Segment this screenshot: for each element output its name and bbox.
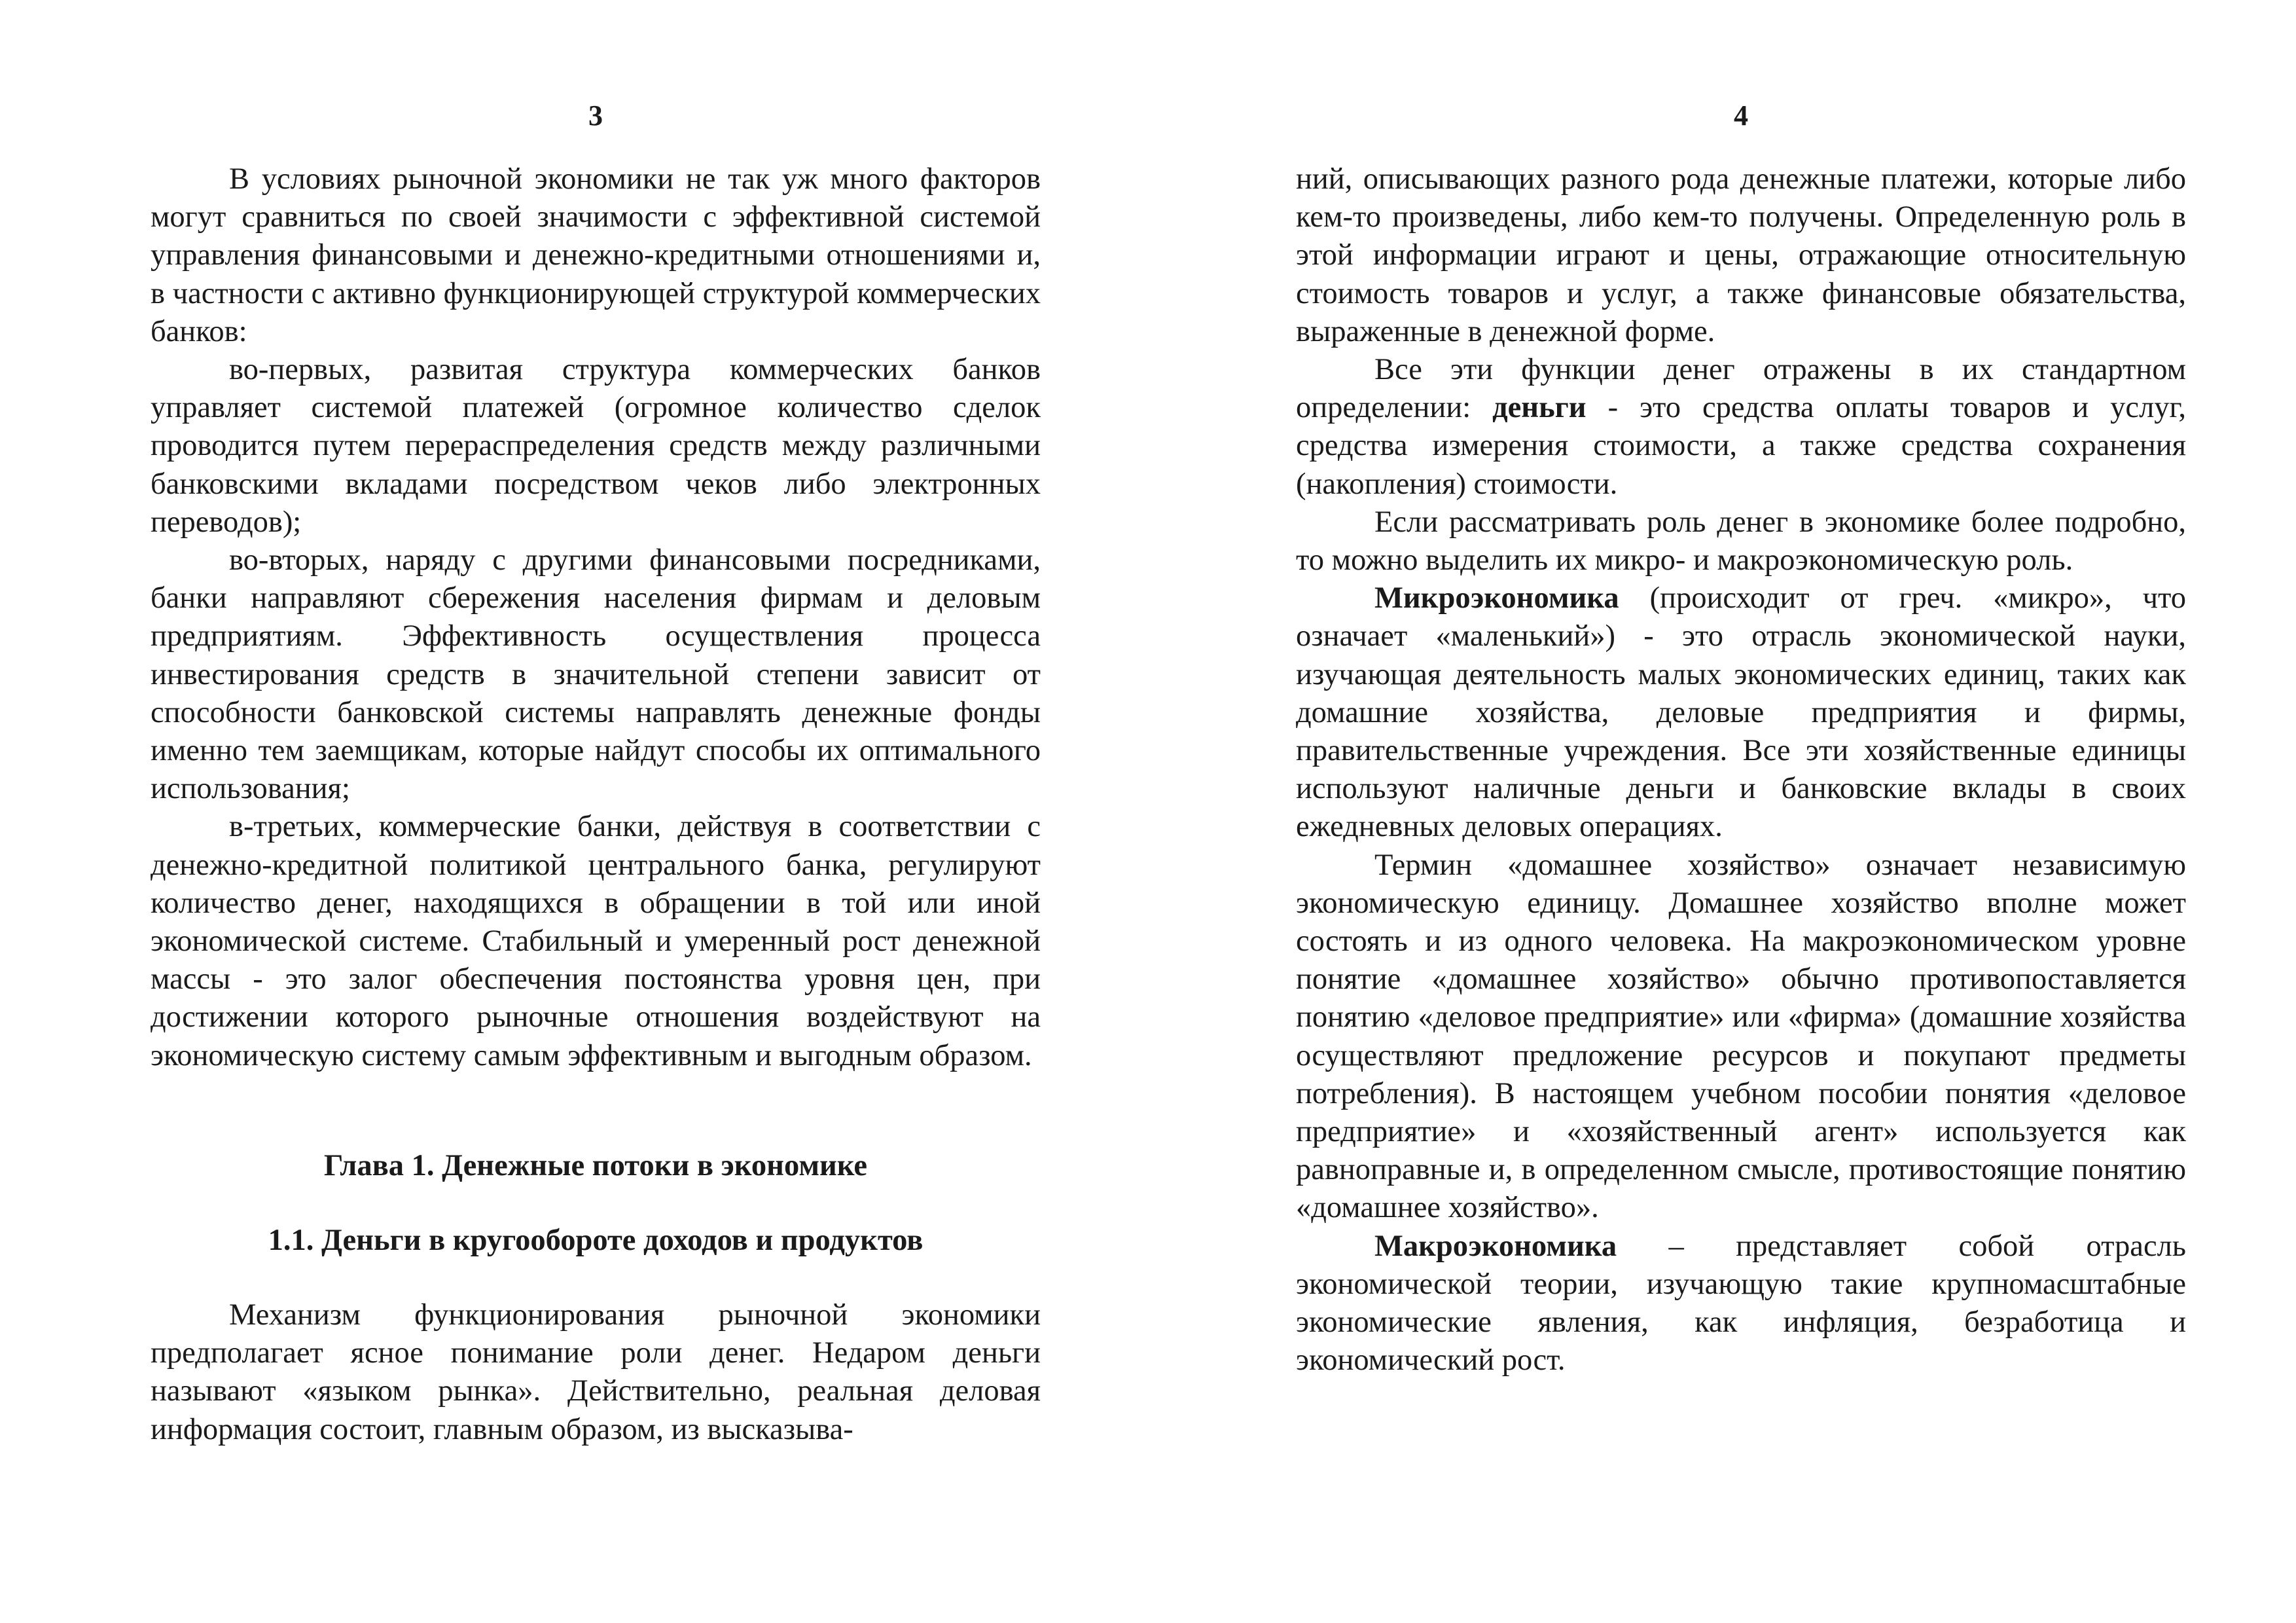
term-microeconomics: Микроэкономика <box>1374 581 1619 615</box>
money-definition-paragraph <box>1296 351 2186 503</box>
section-paragraph: Механизм функционирования рыночной экономики предполагает ясное понимание роли денег. Недаром деньги называют «языком рынка». Действительно, реальная деловая информация состоит, главным образом, из высказыва- <box>151 1298 1041 1446</box>
term-money: деньги <box>1492 391 1587 425</box>
second-point-paragraph: во-вторых, наряду с другими финансовыми посредниками, банки направляют сбережения населения фирмам и деловым предприятиям. Эффективность осуществления процесса инвестирования средств в значительной степени зависит от способности банковской системы направлять денежные фонды именно тем заемщикам, которые найдут способы их оптимального использования; <box>151 543 1041 806</box>
page-number-left: 3 <box>588 100 603 132</box>
section-heading: 1.1. Деньги в кругообороте доходов и продуктов <box>268 1224 924 1257</box>
term-macroeconomics: Макроэкономика <box>1374 1229 1617 1263</box>
macroeconomics-definition: – представляет собой отрасль экономической теории, изучающую такие крупномасштабные экономические явления, как инфляция, безработица и экономический рост. <box>1296 1229 2186 1377</box>
first-point-paragraph: во-первых, развитая структура коммерческих банков управляет системой платежей (огромное количество сделок проводится путем перераспределения средств между различными банковскими вкладами посредством чеков либо электронных переводов); <box>151 353 1041 539</box>
macroeconomics-paragraph <box>1296 1228 2186 1380</box>
page-number-right: 4 <box>1734 100 1748 132</box>
continuation-paragraph: ний, описывающих разного рода денежные платежи, которые либо кем-то произведены, либо кем-то получены. Определенную роль в этой информации играют и цены, отражающие относительную стоимость товаров и услуг, а также финансовые обязательства, выраженные в денежной форме. <box>1296 162 2186 348</box>
intro-paragraph: В условиях рыночной экономики не так уж много факторов могут сравниться по своей значимости с эффективной системой управления финансовыми и денежно-кредитными отношениями и, в частности с активно функционирующей структурой коммерческих банков: <box>151 162 1041 348</box>
money-definition-lead: Все эти функции денег отражены в их стандартном определении: <box>1296 353 2186 425</box>
left-intro-text <box>151 160 1041 1075</box>
microeconomics-definition: (происходит от греч. «микро», что означает «маленький») - это отрасль экономической науки, изучающая деятельность малых экономических единиц, таких как домашние хозяйства, деловые предприятия и фирмы, правительственные учреждения. Все эти хозяйственные единицы используют наличные деньги и банковские вклады в своих ежедневных деловых операциях. <box>1296 581 2186 844</box>
chapter-heading: Глава 1. Денежные потоки в экономике <box>323 1149 868 1182</box>
third-point-paragraph: в-третьих, коммерческие банки, действуя в соответствии с денежно-кредитной политикой центрального банка, регулируют количество денег, находящихся в обращении в той или иной экономической системе. Стабильный и умеренный рост денежной массы - это залог обеспечения постоянства уровня цен, при достижении которого рыночные отношения воздействуют на экономическую систему самым эффективным и выгодным образом. <box>151 810 1041 1072</box>
household-paragraph: Термин «домашнее хозяйство» означает независимую экономическую единицу. Домашнее хозяйство вполне может состоять и из одного человека. На макроэкономическом уровне понятие «домашнее хозяйство» обычно противопоставляется понятию «деловое предприятие» или «фирма» (домашние хозяйства осуществляют предложение ресурсов и покупают предметы потребления). В настоящем учебном пособии понятия «деловое предприятие» и «хозяйственный агент» используется как равноправные и, в определенном смысле, противостоящие понятию «домашнее хозяйство». <box>1296 848 2186 1225</box>
right-page-text <box>1296 160 2186 1380</box>
money-role-paragraph: Если рассматривать роль денег в экономике более подробно, то можно выделить их микро- и макроэкономическую роль. <box>1296 505 2186 577</box>
money-definition-rest: - это средства оплаты товаров и услуг, средства измерения стоимости, а также средства сохранения (накопления) стоимости. <box>1296 391 2186 501</box>
section-text <box>151 1296 1041 1449</box>
microeconomics-paragraph <box>1296 579 2186 846</box>
